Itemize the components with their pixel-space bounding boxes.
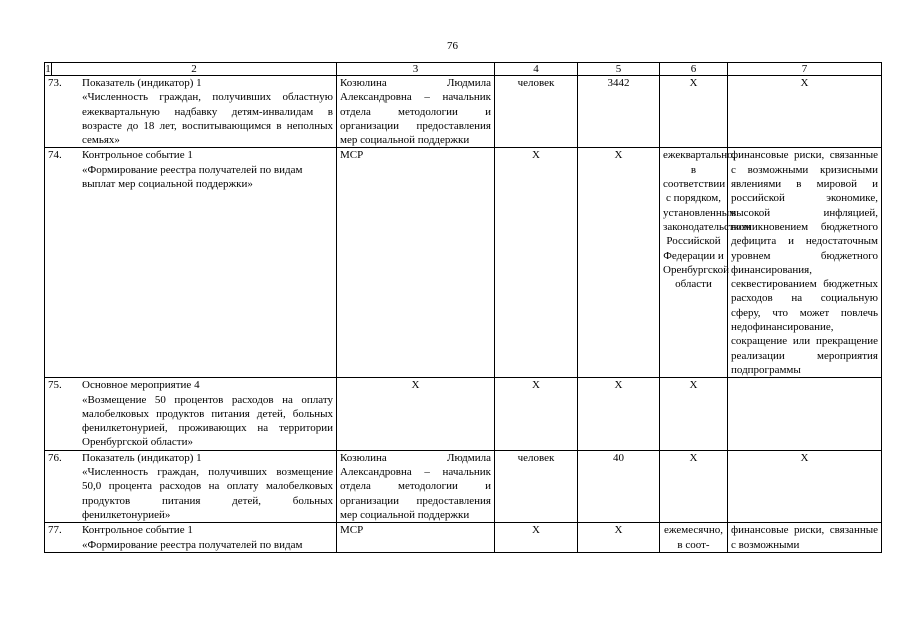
row-number: 77.	[48, 524, 62, 537]
column-header-3: 3	[337, 63, 495, 76]
row-content	[45, 378, 337, 450]
row-description: Основное мероприятие 4 «Возмещение 50 процентов расходов на оплату малобелковых продуктов питания детей, больных фенилкетонурией, проживающих на территории Оренбургской области»	[82, 379, 333, 449]
row-content	[45, 76, 337, 148]
row-period: ежемесячно, в соот-	[660, 523, 728, 553]
column-header-2: 2	[52, 63, 337, 76]
row-value: X	[578, 378, 660, 450]
row-responsible: Козюлина Людмила Александровна – начальник отдела методологии и организации предоставления мер социальной поддержки	[337, 450, 495, 522]
row-unit: X	[495, 523, 578, 553]
row-period: X	[660, 378, 728, 450]
table-row	[45, 523, 882, 553]
row-risks: финансовые риски, связанные с возможными	[728, 523, 882, 553]
column-header-4: 4	[495, 63, 578, 76]
row-unit: человек	[495, 450, 578, 522]
page-number: 76	[447, 40, 458, 52]
table-row	[45, 76, 882, 148]
row-value: 3442	[578, 76, 660, 148]
row-responsible: МСР	[337, 148, 495, 378]
row-content	[45, 450, 337, 522]
row-unit: человек	[495, 76, 578, 148]
column-header-1: 1	[45, 63, 51, 75]
row-value: 40	[578, 450, 660, 522]
row-responsible: Козюлина Людмила Александровна – начальник отдела методологии и организации предоставления мер социальной поддержки	[337, 76, 495, 148]
measures-table	[44, 62, 882, 553]
header-row	[45, 63, 882, 76]
row-value: X	[578, 148, 660, 378]
row-period: ежеквартально, в соответствии с порядком, установленным законодательством Российской Федерации и Оренбургской области	[660, 148, 728, 378]
row-number: 73.	[48, 77, 62, 89]
row-period: X	[660, 76, 728, 148]
row-description: Показатель (индикатор) 1 «Численность граждан, получивших возмещение 50,0 процента расходов на оплату малобелковых продуктов питания детей, больных фенилкетонурией»	[82, 451, 333, 521]
column-header-6: 6	[660, 63, 728, 76]
row-content	[45, 523, 337, 553]
column-header-5: 5	[578, 63, 660, 76]
table-row	[45, 378, 882, 450]
row-number: 74.	[48, 149, 62, 162]
row-responsible: X	[337, 378, 495, 450]
row-description: Контрольное событие 1 «Формирование реестра получателей по видам	[82, 524, 303, 551]
row-risks: X	[728, 450, 882, 522]
row-unit: X	[495, 378, 578, 450]
row-number: 75.	[48, 379, 62, 392]
row-risks: X	[728, 76, 882, 148]
row-period: X	[660, 450, 728, 522]
row-risks: финансовые риски, связанные с возможными кризисными явлениями в мировой и российской экономике, высокой инфляцией, возникновением бюджетного дефицита и недостаточным уровнем бюджетного финансирования, секвестированием бюджетных расходов на социальную сферу, что может повлечь недофинансирование, сокращение или прекращение реализации мероприятия подпрограммы	[728, 148, 882, 378]
row-content	[45, 148, 337, 378]
row-responsible: МСР	[337, 523, 495, 553]
column-header-7: 7	[728, 63, 882, 76]
row-number: 76.	[48, 451, 62, 464]
row-description: Контрольное событие 1 «Формирование реестра получателей по видам выплат мер социальной поддержки»	[82, 149, 303, 191]
row-unit: X	[495, 148, 578, 378]
row-risks	[728, 378, 882, 450]
row-value: X	[578, 523, 660, 553]
table-row	[45, 148, 882, 378]
table-row	[45, 450, 882, 522]
row-description: Показатель (индикатор) 1 «Численность граждан, получивших областную ежеквартальную надбавку детям-инвалидам в возрасте до 18 лет, воспитывающимся в неполных семьях»	[82, 77, 333, 147]
